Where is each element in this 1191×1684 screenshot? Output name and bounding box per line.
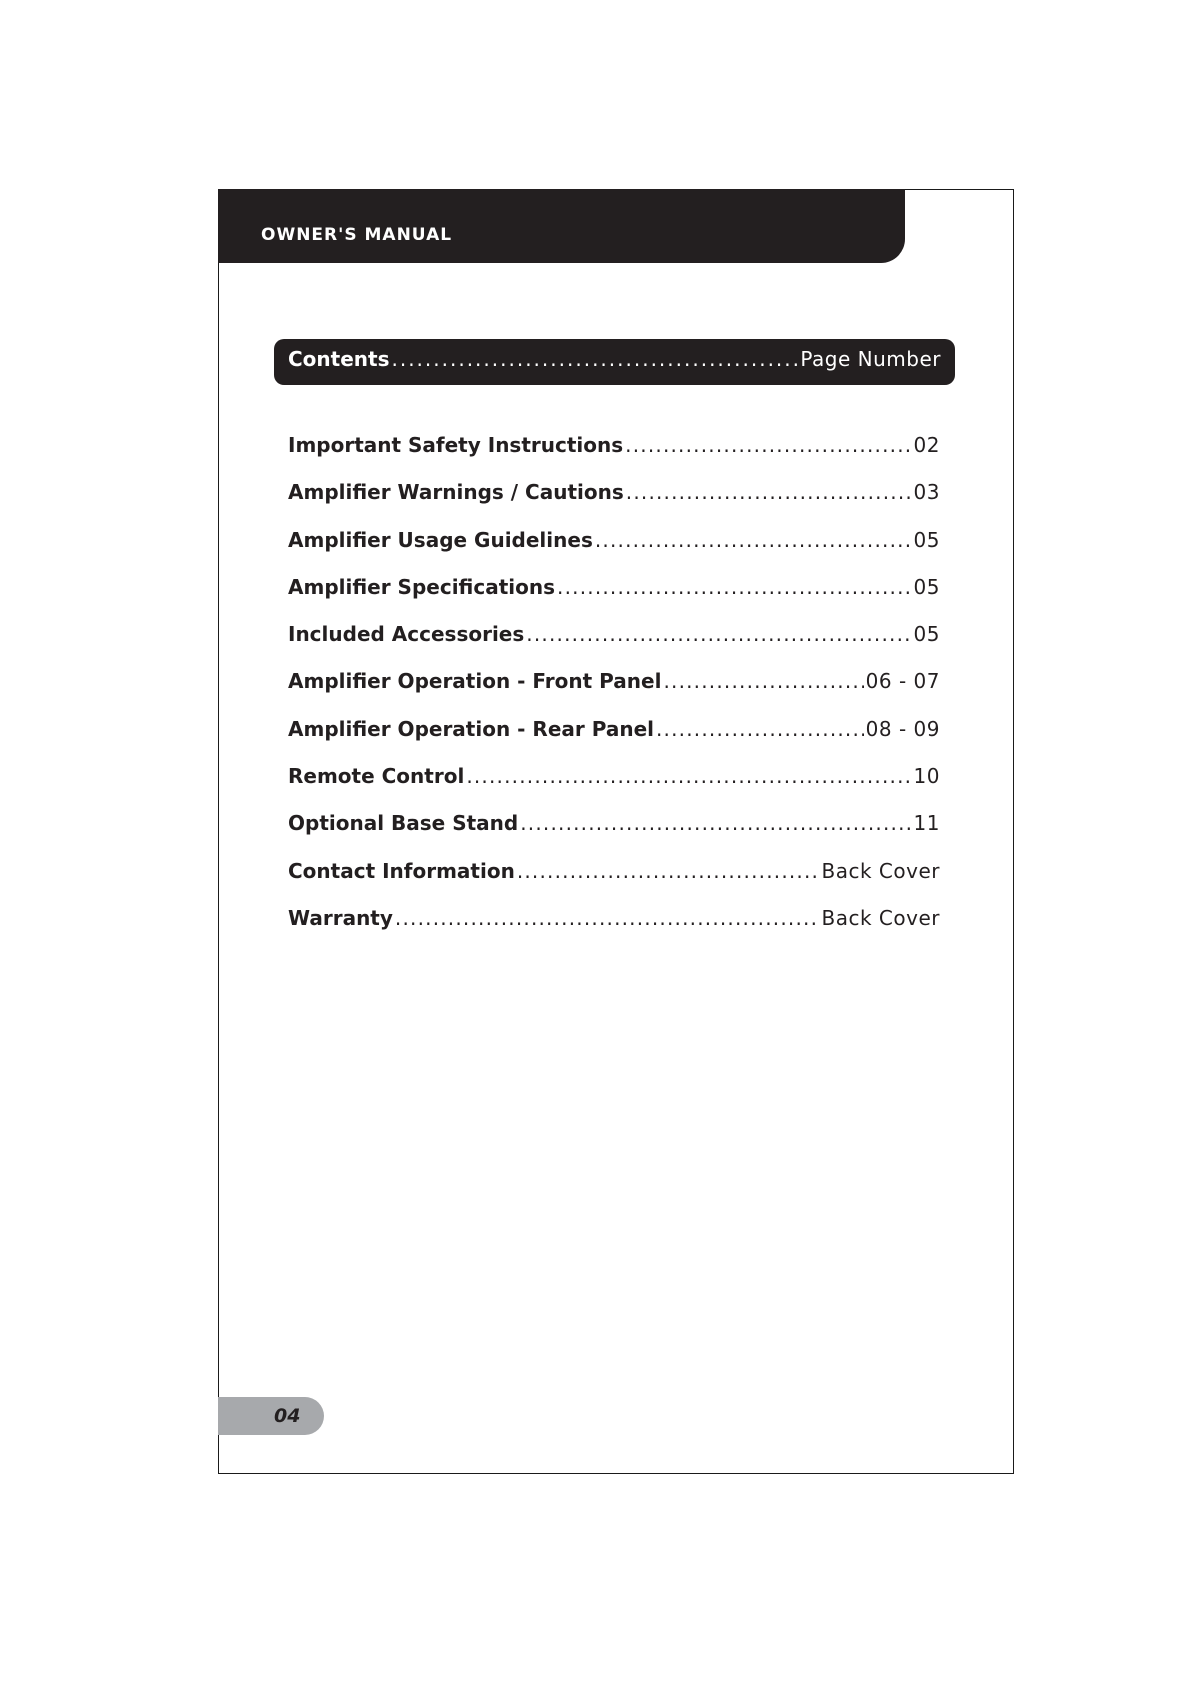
contents-label: Contents [288, 347, 390, 371]
toc-entry[interactable] [288, 717, 940, 764]
toc-entry[interactable] [288, 575, 940, 622]
toc-entry[interactable] [288, 669, 940, 716]
dot-leader [663, 669, 863, 693]
toc-entry-page: 10 [913, 764, 940, 789]
toc-entry[interactable] [288, 480, 940, 527]
toc-entry-page: 06 - 07 [865, 669, 940, 694]
toc-entry[interactable] [288, 859, 940, 906]
contents-header-bar [274, 339, 955, 385]
dot-leader [625, 433, 911, 457]
dot-leader [395, 906, 820, 930]
table-of-contents [288, 433, 940, 953]
page-number-label: Page Number [800, 347, 941, 371]
toc-entry-page: Back Cover [821, 905, 940, 930]
toc-entry-page: Back Cover [821, 858, 940, 883]
dot-leader [626, 480, 912, 504]
manual-title: OWNER'S MANUAL [261, 225, 453, 245]
toc-entry[interactable] [288, 906, 940, 953]
dot-leader [557, 575, 912, 599]
toc-entry-page: 02 [913, 433, 940, 457]
toc-entry-page: 05 [913, 622, 940, 647]
toc-entry-page: 11 [913, 811, 940, 836]
toc-entry-title: Amplifier Operation - Front Panel [288, 669, 662, 694]
page-number-tab [218, 1397, 324, 1435]
toc-entry-title: Warranty [288, 905, 393, 930]
dot-leader [466, 764, 911, 788]
toc-entry-page: 08 - 09 [865, 716, 940, 741]
toc-entry-page: 03 [913, 480, 940, 505]
toc-entry[interactable] [288, 622, 940, 669]
dot-leader [526, 622, 911, 646]
toc-entry-title: Important Safety Instructions [288, 433, 624, 457]
toc-entry-title: Contact Information [288, 858, 515, 883]
toc-entry-title: Amplifier Warnings / Cautions [288, 480, 624, 505]
toc-entry[interactable] [288, 433, 940, 480]
contents-header-line [288, 347, 941, 371]
toc-entry-title: Included Accessories [288, 622, 525, 647]
toc-entry-page: 05 [913, 527, 940, 552]
toc-entry-title: Amplifier Specifications [288, 574, 556, 599]
toc-entry-page: 05 [913, 574, 940, 599]
toc-entry-title: Remote Control [288, 764, 465, 789]
toc-entry-title: Optional Base Stand [288, 811, 519, 836]
header-band [218, 189, 905, 263]
toc-entry-title: Amplifier Usage Guidelines [288, 527, 593, 552]
toc-entry[interactable] [288, 764, 940, 811]
toc-entry[interactable] [288, 811, 940, 858]
toc-entry-title: Amplifier Operation - Rear Panel [288, 716, 654, 741]
dot-leader [391, 347, 798, 371]
page-number: 04 [274, 1405, 301, 1427]
dot-leader [517, 859, 820, 883]
toc-entry[interactable] [288, 528, 940, 575]
dot-leader [656, 717, 864, 741]
dot-leader [520, 811, 911, 835]
dot-leader [595, 528, 912, 552]
